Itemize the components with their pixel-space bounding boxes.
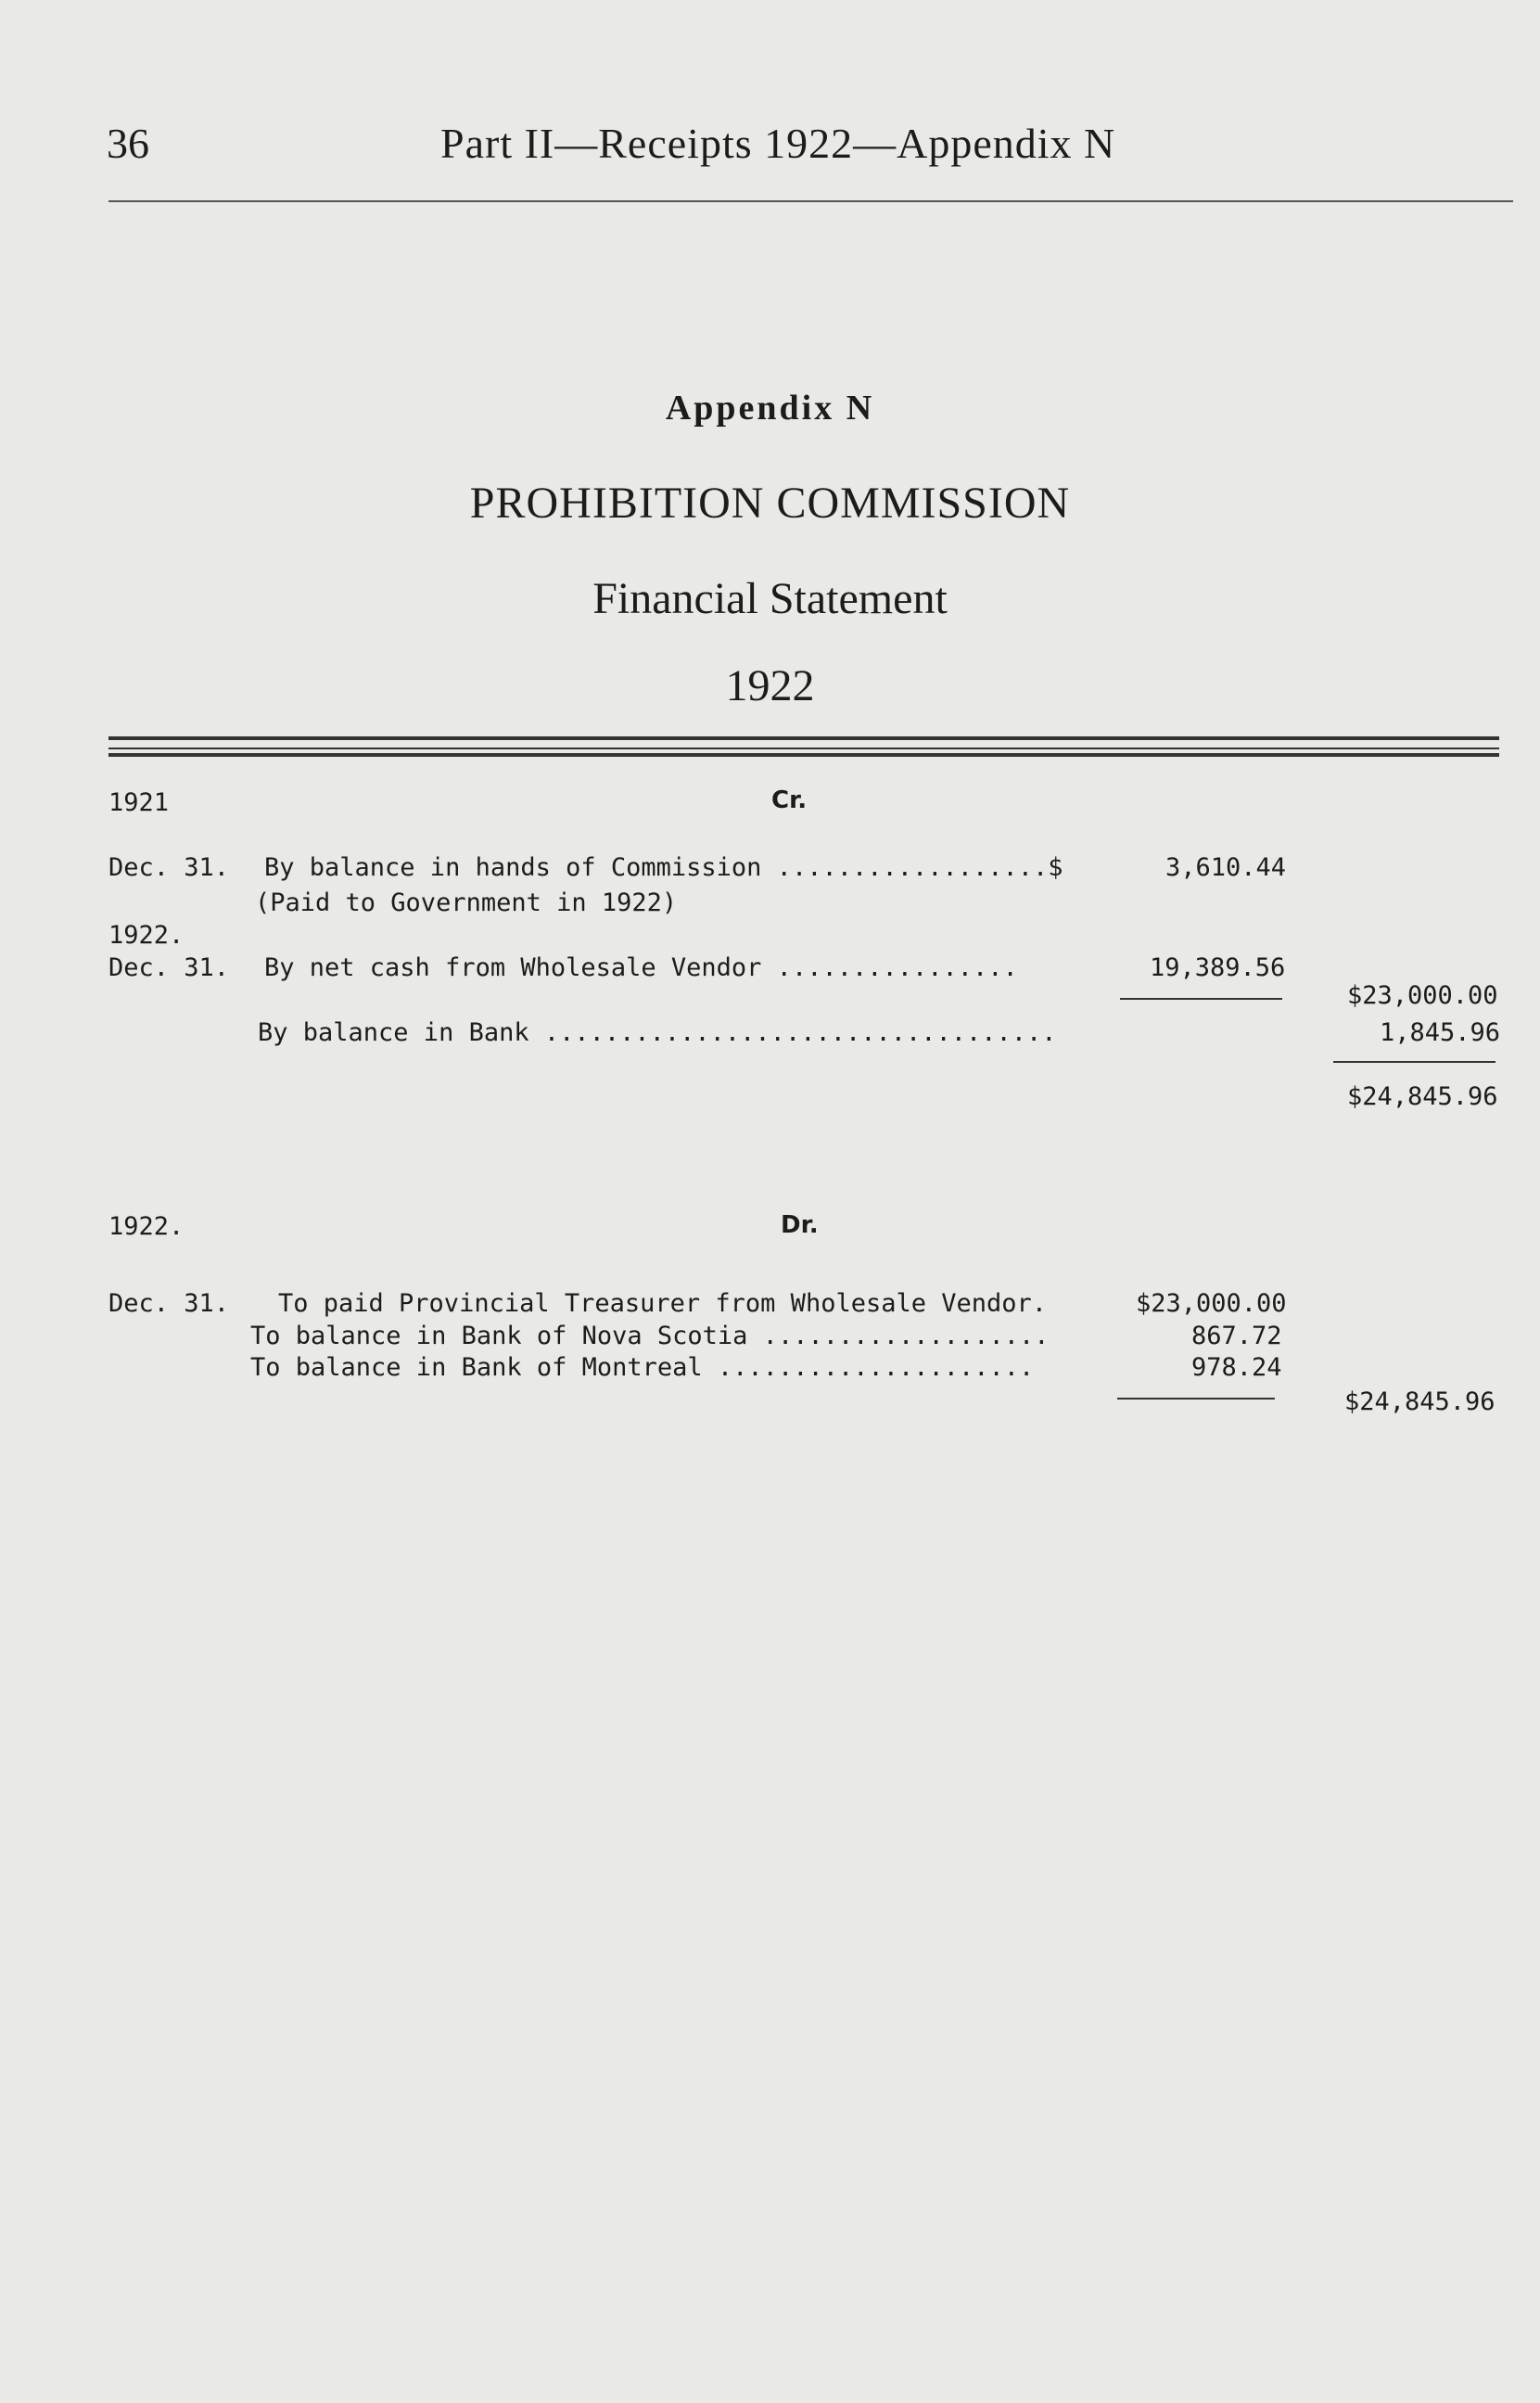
credit-row-3-date: Dec. 31. — [108, 953, 230, 982]
credit-year-1921: 1921 — [108, 788, 170, 817]
debit-heading: Dr. — [781, 1211, 819, 1239]
credit-row-4-amount: 1,845.96 — [1380, 1018, 1501, 1047]
section-rule-middle — [108, 748, 1499, 749]
commission-title: PROHIBITION COMMISSION — [469, 479, 1071, 528]
debit-row-2-amount: 867.72 — [1191, 1322, 1282, 1350]
credit-subtotal: $23,000.00 — [1347, 981, 1498, 1010]
credit-total: $24,845.96 — [1347, 1082, 1498, 1111]
credit-row-4-text: By balance in Bank .................................. — [258, 1018, 1057, 1047]
credit-subtotal-rule — [1120, 998, 1282, 1000]
credit-row-3-amount: 19,389.56 — [1150, 953, 1286, 982]
debit-row-2-text: To balance in Bank of Nova Scotia ................... — [250, 1322, 1050, 1350]
debit-row-1-text: To paid Provincial Treasurer from Wholesale Vendor. — [278, 1289, 1048, 1318]
credit-year-1922: 1922. — [108, 921, 185, 950]
credit-row-2-text: (Paid to Government in 1922) — [255, 888, 678, 917]
appendix-title: Appendix N — [665, 389, 875, 428]
header-rule — [108, 200, 1513, 202]
debit-row-1-amount: $23,000.00 — [1136, 1289, 1287, 1318]
credit-total-rule — [1333, 1061, 1495, 1063]
running-title: Part II—Receipts 1922—Appendix N — [440, 120, 1116, 167]
statement-year: 1922 — [725, 661, 815, 710]
credit-row-1-date: Dec. 31. — [108, 853, 230, 882]
credit-row-1-text: By balance in hands of Commission ..................$ — [264, 853, 1063, 882]
debit-row-3-text: To balance in Bank of Montreal ..................... — [250, 1353, 1035, 1382]
debit-total-rule — [1117, 1398, 1275, 1400]
debit-total: $24,845.96 — [1344, 1387, 1495, 1416]
statement-title: Financial Statement — [592, 574, 948, 623]
page-number: 36 — [107, 120, 149, 167]
debit-row-1-date: Dec. 31. — [108, 1289, 230, 1318]
credit-row-3-text: By net cash from Wholesale Vendor ................ — [264, 953, 1018, 982]
credit-heading: Cr. — [771, 786, 808, 814]
debit-year: 1922. — [108, 1212, 185, 1241]
section-rule-top — [108, 736, 1499, 740]
credit-row-1-amount: 3,610.44 — [1165, 853, 1287, 882]
section-rule-bottom — [108, 753, 1499, 757]
debit-row-3-amount: 978.24 — [1191, 1353, 1282, 1382]
